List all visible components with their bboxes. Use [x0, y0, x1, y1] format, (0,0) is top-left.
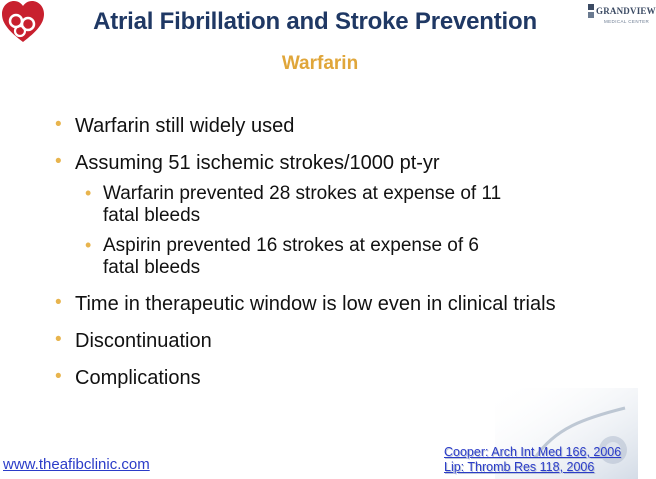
- bullet-dot-icon: •: [55, 114, 62, 135]
- bullet-item: [55, 329, 600, 353]
- bullet-item: [55, 151, 600, 175]
- bullet-dot-icon: •: [55, 292, 62, 313]
- sub-bullet-list: [55, 183, 600, 279]
- bullet-item: [55, 292, 590, 316]
- website-link[interactable]: www.theafibclinic.com: [3, 456, 150, 473]
- reference-1[interactable]: Cooper: Arch Int Med 166, 2006: [444, 445, 622, 459]
- bullet-text: Warfarin still widely used: [75, 115, 295, 137]
- brand-name: GRANDVIEW: [596, 6, 656, 16]
- bullet-dot-icon: •: [85, 235, 92, 255]
- sub-bullet-item: [85, 183, 533, 227]
- sub-bullet-text: Warfarin prevented 28 strokes at expense of 11 fatal bleeds: [103, 183, 502, 226]
- bullet-text: Assuming 51 ischemic strokes/1000 pt-yr: [75, 152, 440, 174]
- slide-title: Atrial Fibrillation and Stroke Prevention: [93, 8, 537, 35]
- bullet-list: [55, 114, 600, 403]
- bullet-dot-icon: •: [55, 366, 62, 387]
- reference-2[interactable]: Lip: Thromb Res 118, 2006: [444, 460, 595, 474]
- brand-subtitle: MEDICAL CENTER: [604, 19, 650, 24]
- bullet-dot-icon: •: [55, 329, 62, 350]
- bullet-item: [55, 114, 600, 138]
- bullet-text: Complications: [75, 367, 201, 389]
- bullet-text: Discontinuation: [75, 330, 212, 352]
- sub-bullet-text: Aspirin prevented 16 strokes at expense of 6 fatal bleeds: [103, 235, 480, 278]
- bullet-dot-icon: •: [85, 183, 92, 203]
- references: [444, 445, 621, 475]
- heart-logo-icon: [0, 0, 46, 46]
- slide-subtitle: Warfarin: [281, 53, 359, 74]
- sub-bullet-item: [85, 235, 493, 279]
- bullet-text: Time in therapeutic window is low even in clinical trials: [75, 293, 556, 315]
- bullet-item: [55, 366, 600, 390]
- bullet-dot-icon: •: [55, 151, 62, 172]
